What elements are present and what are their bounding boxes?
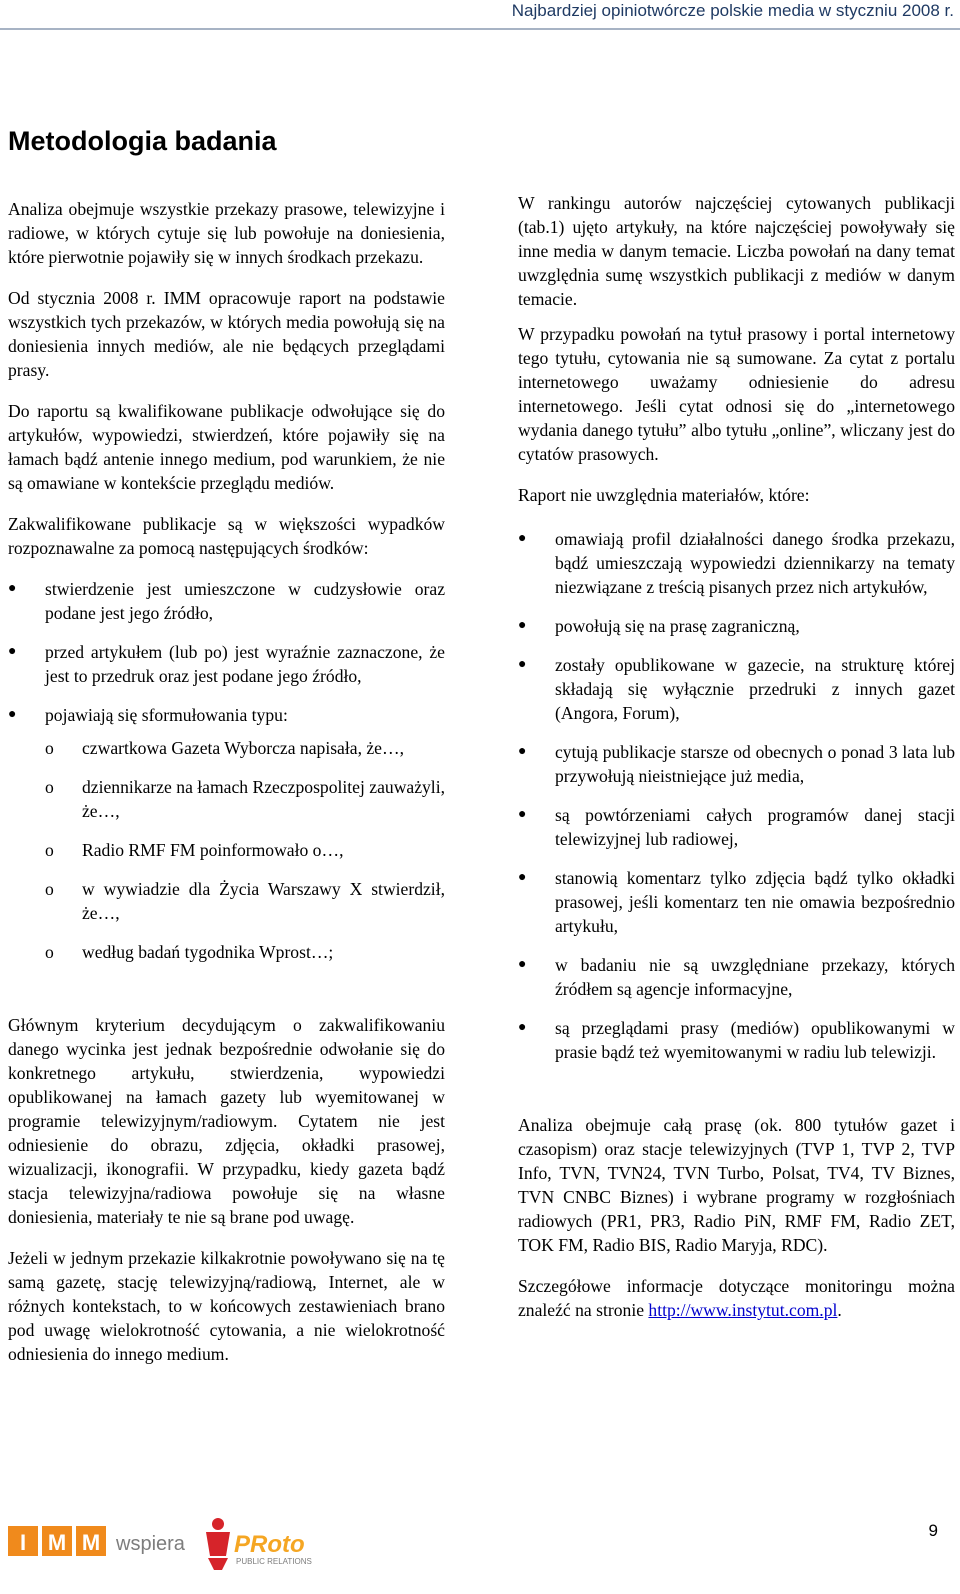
imm-logo [8,1526,106,1556]
paragraph: Jeżeli w jednym przekazie kilkakrotnie powoływano się na tę samą gazetę, stację telewizyjną/radiową, Internet, ale w różnych kontekstach, to w końcowych zestawieniach brano pod uwagę wielokrotność cytowania, a nie wielokrotność odniesienia do innego medium. [8,1248,445,1364]
bullet-icon: ● [518,618,527,633]
bullet-icon: ● [8,581,17,596]
header-rule [0,28,960,30]
svg-text:I: I [19,1530,27,1555]
list-item-text: zostały opublikowane w gazecie, na strukturę której składają się wyłącznie przedruki z innych gazet (Angora, Forum), [555,655,955,723]
right-column [518,191,955,1339]
sub-bullet-marker: o [45,777,54,797]
spacer [8,981,445,1013]
list-item-text: przed artykułem (lub po) jest wyraźnie zaznaczone, że jest to przedruk oraz jest podane jego źródło, [45,642,445,686]
list-item-text: stanowią komentarz tylko zdjęcia bądź tylko okładki prasowej, jeśli komentarz ten nie omawia bezpośrednio artykułu, [555,868,955,936]
instytut-link[interactable]: http://www.instytut.com.pl [648,1300,838,1320]
list-item-text: są przeglądami prasy (mediów) opublikowanymi w prasie bądź też wyemitowanymi w radiu lub telewizji. [555,1018,955,1062]
sub-bullet-marker: o [45,879,54,899]
left-column [8,197,445,1383]
bullet-icon: ● [518,657,527,672]
paragraph: W przypadku powołań na tytuł prasowy i portal internetowy tego tytułu, cytowania nie są sumowane. Za cytat z portalu internetowego uważamy odniesienie do adresu internetowego. Jeśli cytat odnosi się do „internetowego wydania danego tytułu” albo tytułu „online”, wliczany jest do cytatów prasowych. [518,324,955,464]
sub-list-item [45,775,445,823]
criteria-list [8,577,445,964]
bullet-icon: ● [518,870,527,885]
svg-text:M: M [47,1530,67,1555]
list-item-text: powołują się na prasę zagraniczną, [555,616,800,636]
list-item [8,577,445,625]
spacer [518,1081,955,1113]
paragraph: Analiza obejmuje wszystkie przekazy prasowe, telewizyjne i radiowe, w których cytuje się lub powołuje na doniesienia, które pierwotnie pojawiły się w innych środkach przekazu. [8,199,445,267]
page-number: 9 [928,1521,938,1540]
sub-list-item-text: według badań tygodnika Wprost…; [82,942,334,962]
paragraph: Zakwalifikowane publikacje są w większości wypadków rozpoznawalne za pomocą następujących środków: [8,514,445,558]
list-item [518,953,955,1001]
list-item [518,866,955,938]
sub-list-item-text: w wywiadzie dla Życia Warszawy X stwierdził, że…, [82,879,445,923]
svg-text:M: M [81,1530,101,1555]
list-item-text: w badaniu nie są uwzględniane przekazy, których źródłem są agencje informacyjne, [555,955,955,999]
page-title: Metodologia badania [8,126,277,156]
paragraph: Do raportu są kwalifikowane publikacje odwołujące się do artykułów, wypowiedzi, stwierdzeń, które pojawiły się na łamach bądź antenie innego medium, pod warunkiem, że nie są omawiane w kontekście przeglądu mediów. [8,401,445,493]
sub-bullet-marker: o [45,738,54,758]
proto-logo [206,1518,312,1570]
running-header: Najbardziej opiniotwórcze polskie media w styczniu 2008 r. [511,1,954,20]
list-item [518,803,955,851]
link-prefix-text: Szczegółowe informacje dotyczące monitoringu można znaleźć na stronie [518,1276,955,1320]
paragraph: Raport nie uwzględnia materiałów, które: [518,485,810,505]
sub-list-item [45,940,445,964]
proto-wordmark: PRoto [234,1531,305,1558]
bullet-icon: ● [8,707,17,722]
proto-subtitle: PUBLIC RELATIONS [236,1557,312,1566]
sub-list-item-text: czwartkowa Gazeta Wyborcza napisała, że…, [82,738,404,758]
list-item-text: stwierdzenie jest umieszczone w cudzysłowie oraz podane jest jego źródło, [45,579,445,623]
sub-list-item [45,838,445,862]
bullet-icon: ● [8,644,17,659]
list-item-text: są powtórzeniami całych programów danej stacji telewizyjnej lub radiowej, [555,805,955,849]
phrase-examples-list [45,736,445,964]
paragraph: Analiza obejmuje całą prasę (ok. 800 tytułów gazet i czasopism) oraz stacje telewizyjnych (TVP 1, TVP 2, TVP Info, TVN, TVN24, TVN Turbo, Polsat, TV4, TV Biznes, TVN CNBC Biznes) i wybrane programy w rozgłośniach radiowych (PR1, PR3, Radio PiN, RMF FM, Radio ZET, TOK FM, Radio BIS, Radio Maryja, RDC). [518,1115,955,1255]
paragraph: Od stycznia 2008 r. IMM opracowuje raport na podstawie wszystkich tych przekazów, w których media powołują się na doniesienia innych mediów, ale nie będących przeglądami prasy. [8,288,445,380]
list-item-text: cytują publikacje starsze od obecnych o ponad 3 lata lub przywołują nieistniejące już media, [555,742,955,786]
list-item [518,653,955,725]
bullet-icon: ● [518,807,527,822]
imm-proto-logos [8,1516,328,1572]
sub-list-item-text: Radio RMF FM poinformowało o…, [82,840,344,860]
paragraph: W rankingu autorów najczęściej cytowanych publikacji (tab.1) ujęto artykuły, na które najczęściej powoływały się inne media w danym temacie. Liczba powołań na dany temat uwzględnia sumę wszystkich publikacji z mediów w danym temacie. [518,193,955,309]
list-item-text: pojawiają się sformułowania typu: [45,705,288,725]
bullet-icon: ● [518,957,527,972]
sub-bullet-marker: o [45,840,54,860]
footer-logos [8,1516,328,1572]
list-item [8,703,445,964]
list-item [518,614,955,638]
sub-list-item-text: dziennikarze na łamach Rzeczpospolitej zauważyli, że…, [82,777,445,821]
list-item [8,640,445,688]
sub-list-item [45,877,445,925]
bullet-icon: ● [518,744,527,759]
exclusions-list [518,527,955,1064]
sub-list-item [45,736,445,760]
supports-text: wspiera [116,1533,185,1555]
list-item [518,527,955,599]
link-suffix-text: . [837,1300,842,1320]
bullet-icon: ● [518,1020,527,1035]
list-item [518,740,955,788]
list-item [518,1016,955,1064]
bullet-icon: ● [518,531,527,546]
paragraph-with-link [518,1274,955,1322]
paragraph: Głównym kryterium decydującym o zakwalifikowaniu danego wycinka jest jednak bezpośrednie odwołanie się do konkretnego artykułu, stwierdzenia, wypowiedzi opublikowanej na łamach gazety lub wyemitowanej w programie telewizyjnym/radiowym. Cytatem nie jest odniesienie do obrazu, zdjęcia, okładki prasowej, wizualizacji, ikonografii. W przypadku, kiedy gazeta bądź stacja telewizyjna/radiowa powołuje się na własne doniesienia, materiały te nie są brane pod uwagę. [8,1015,445,1227]
sub-bullet-marker: o [45,942,54,962]
list-item-text: omawiają profil działalności danego środka przekazu, bądź umieszczają wypowiedzi dziennikarzy na tematy niezwiązane z treścią pisanych przez nich artykułów, [555,529,955,597]
